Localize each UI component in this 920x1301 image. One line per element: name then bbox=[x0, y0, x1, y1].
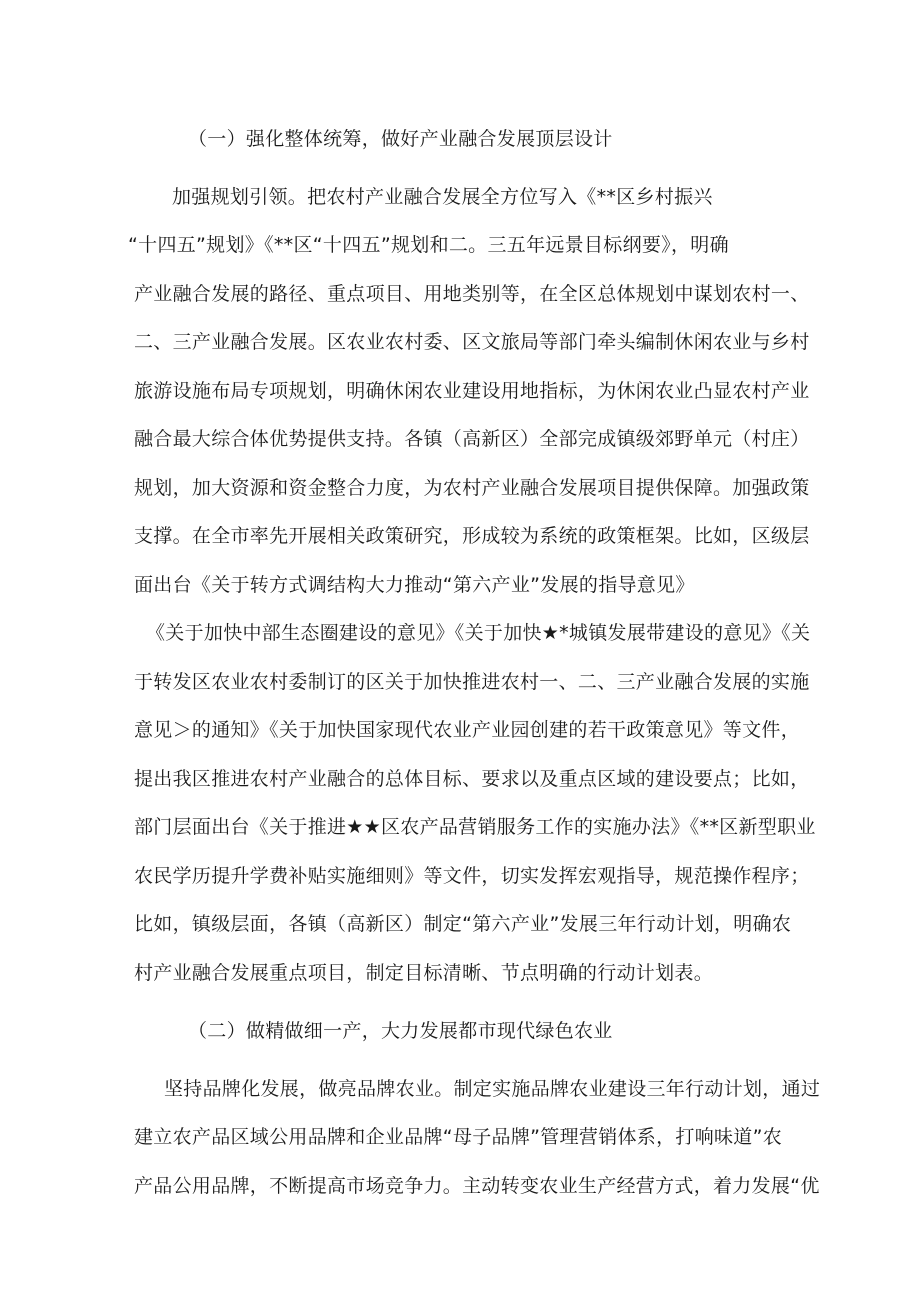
paragraph-line: 产业融合发展的路径、重点项目、用地类别等，在全区总体规划中谋划农村一、 bbox=[134, 283, 810, 305]
paragraph-line: 比如，镇级层面，各镇（高新区）制定“第六产业”发展三年行动计划，明确农 bbox=[134, 913, 792, 935]
paragraph-line: 产品公用品牌，不断提高市场竞争力。主动转变农业生产经营方式，着力发展“优 bbox=[134, 1175, 820, 1197]
paragraph-line: 村产业融合发展重点项目，制定目标清晰、节点明确的行动计划表。 bbox=[134, 962, 714, 984]
section-heading-2: （二）做精做细一产，大力发展都市现代绿色农业 bbox=[188, 1020, 613, 1042]
paragraph-line: “十四五”规划》《**区“十四五”规划和二。三五年远景目标纲要》，明确 bbox=[128, 234, 729, 256]
paragraph-line: 意见＞的通知》《关于加快国家现代农业产业园创建的若干政策意见》等文件， bbox=[134, 719, 801, 741]
paragraph-line: 建立农产品区域公用品牌和企业品牌“母子品牌”管理营销体系，打响味道”农 bbox=[134, 1126, 783, 1148]
section-heading-1: （一）强化整体统筹，做好产业融合发展顶层设计 bbox=[188, 128, 613, 150]
paragraph-line: 《关于加快中部生态圈建设的意见》《关于加快★*城镇发展带建设的意见》《关 bbox=[146, 622, 811, 644]
paragraph-line: 二、三产业融合发展。区农业农村委、区文旅局等部门牵头编制休闲农业与乡村 bbox=[134, 331, 810, 353]
paragraph-line: 提出我区推进农村产业融合的总体目标、要求以及重点区域的建设要点；比如， bbox=[134, 768, 810, 790]
paragraph-line: 于转发区农业农村委制订的区关于加快推进农村一、二、三产业融合发展的实施 bbox=[134, 671, 810, 693]
paragraph-line: 坚持品牌化发展，做亮品牌农业。制定实施品牌农业建设三年行动计划，通过 bbox=[164, 1078, 821, 1100]
paragraph-line: 部门层面出台《关于推进★★区农产品营销服务工作的实施办法》《**区新型职业 bbox=[134, 816, 816, 838]
paragraph-line: 旅游设施布局专项规划，明确休闲农业建设用地指标，为休闲农业凸显农村产业 bbox=[134, 380, 810, 402]
paragraph-line: 融合最大综合体优势提供支持。各镇（高新区）全部完成镇级郊野单元（村庄） bbox=[134, 428, 810, 450]
paragraph-line: 规划，加大资源和资金整合力度，为农村产业融合发展项目提供保障。加强政策 bbox=[134, 477, 810, 499]
paragraph-line: 面出台《关于转方式调结构大力推动“第六产业”发展的指导意见》 bbox=[134, 574, 695, 596]
paragraph-line: 加强规划引领。把农村产业融合发展全方位写入《**区乡村振兴 bbox=[172, 186, 713, 208]
paragraph-line: 农民学历提升学费补贴实施细则》等文件，切实发挥宏观指导，规范操作程序； bbox=[134, 865, 810, 887]
paragraph-line: 支撑。在全市率先开展相关政策研究，形成较为系统的政策框架。比如，区级层 bbox=[134, 525, 810, 547]
